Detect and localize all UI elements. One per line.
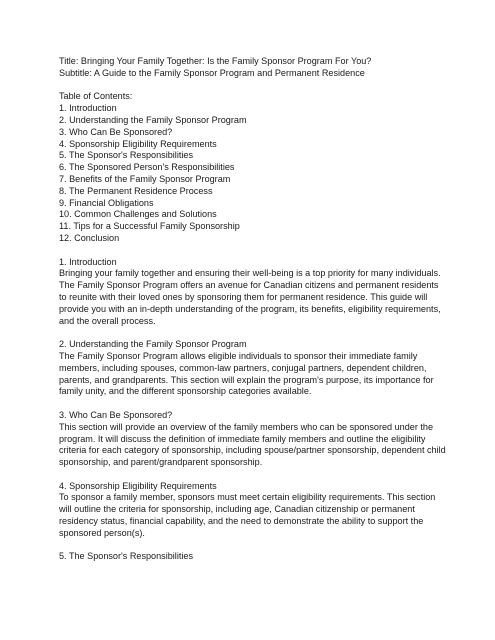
section-body-line: Bringing your family together and ensuring their well-being is a top priority for many individuals. (59, 268, 441, 279)
section-body-line: members, including spouses, common-law partners, conjugal partners, dependent children, (59, 362, 427, 373)
section-body-line: The Family Sponsor Program offers an avenue for Canadian citizens and permanent residents (59, 280, 439, 291)
toc-item: 2. Understanding the Family Sponsor Program (59, 114, 247, 125)
document-title: Title: Bringing Your Family Together: Is the Family Sponsor Program For You? (59, 56, 372, 66)
section-heading-understanding: 2. Understanding the Family Sponsor Program (59, 339, 247, 350)
toc-item: 4. Sponsorship Eligibility Requirements (59, 138, 217, 149)
toc-heading: Table of Contents: (59, 91, 133, 102)
toc-item: 10. Common Challenges and Solutions (59, 209, 217, 220)
section-heading-sponsor-responsibilities: 5. The Sponsor's Responsibilities (59, 551, 194, 562)
section-body-line: This section will provide an overview of the family members who can be sponsored under the (59, 421, 434, 432)
spacer (59, 398, 439, 410)
section-heading-introduction: 1. Introduction (59, 256, 117, 267)
toc-item: 9. Financial Obligations (59, 197, 154, 208)
section-body-line: program. It will discuss the definition of immediate family members and outline the eligibility (59, 433, 426, 444)
section-body-line: sponsored person(s). (59, 527, 145, 538)
section-body-line: residency status, financial capability, and the need to demonstrate the ability to support the (59, 516, 424, 527)
toc-item: 11. Tips for a Successful Family Sponsorship (59, 221, 240, 232)
toc-item: 6. The Sponsored Person's Responsibilities (59, 162, 235, 173)
toc-item: 7. Benefits of the Family Sponsor Program (59, 173, 231, 184)
table-of-contents (59, 103, 439, 245)
section-body-line: parents, and grandparents. This section will explain the program's purpose, its importance for (59, 374, 434, 385)
spacer (59, 327, 439, 339)
section-body-line: and the overall process. (59, 315, 156, 326)
toc-item: 5. The Sponsor's Responsibilities (59, 150, 194, 161)
section-heading-eligibility: 4. Sponsorship Eligibility Requirements (59, 480, 217, 491)
section-body-line: The Family Sponsor Program allows eligible individuals to sponsor their immediate family (59, 350, 418, 361)
toc-item: 1. Introduction (59, 103, 117, 114)
document-subtitle: Subtitle: A Guide to the Family Sponsor Program and Permanent Residence (59, 67, 365, 78)
section-body-line: will outline the criteria for sponsorship, including age, Canadian citizenship or permanent (59, 504, 415, 515)
section-body-line: family unity, and the different sponsorship categories available. (59, 386, 312, 397)
spacer (59, 245, 439, 257)
section-body-line: to reunite with their loved ones by sponsoring them for permanent residence. This guide will (59, 291, 428, 302)
toc-item: 12. Conclusion (59, 232, 120, 243)
spacer (59, 540, 439, 552)
section-heading-who-can-be-sponsored: 3. Who Can Be Sponsored? (59, 409, 173, 420)
spacer (59, 80, 439, 92)
section-body-line: provide you with an in-depth understanding of the program, its benefits, eligibility requirements, (59, 303, 441, 314)
section-body-line: sponsorship, and parent/grandparent sponsorship. (59, 457, 263, 468)
document-page (59, 56, 446, 563)
section-body-line: criteria for each category of sponsorship, including spouse/partner sponsorship, dependent child (59, 445, 446, 456)
toc-item: 3. Who Can Be Sponsored? (59, 126, 173, 137)
spacer (59, 469, 439, 481)
section-body-line: To sponsor a family member, sponsors must meet certain eligibility requirements. This section (59, 492, 436, 503)
toc-item: 8. The Permanent Residence Process (59, 185, 213, 196)
